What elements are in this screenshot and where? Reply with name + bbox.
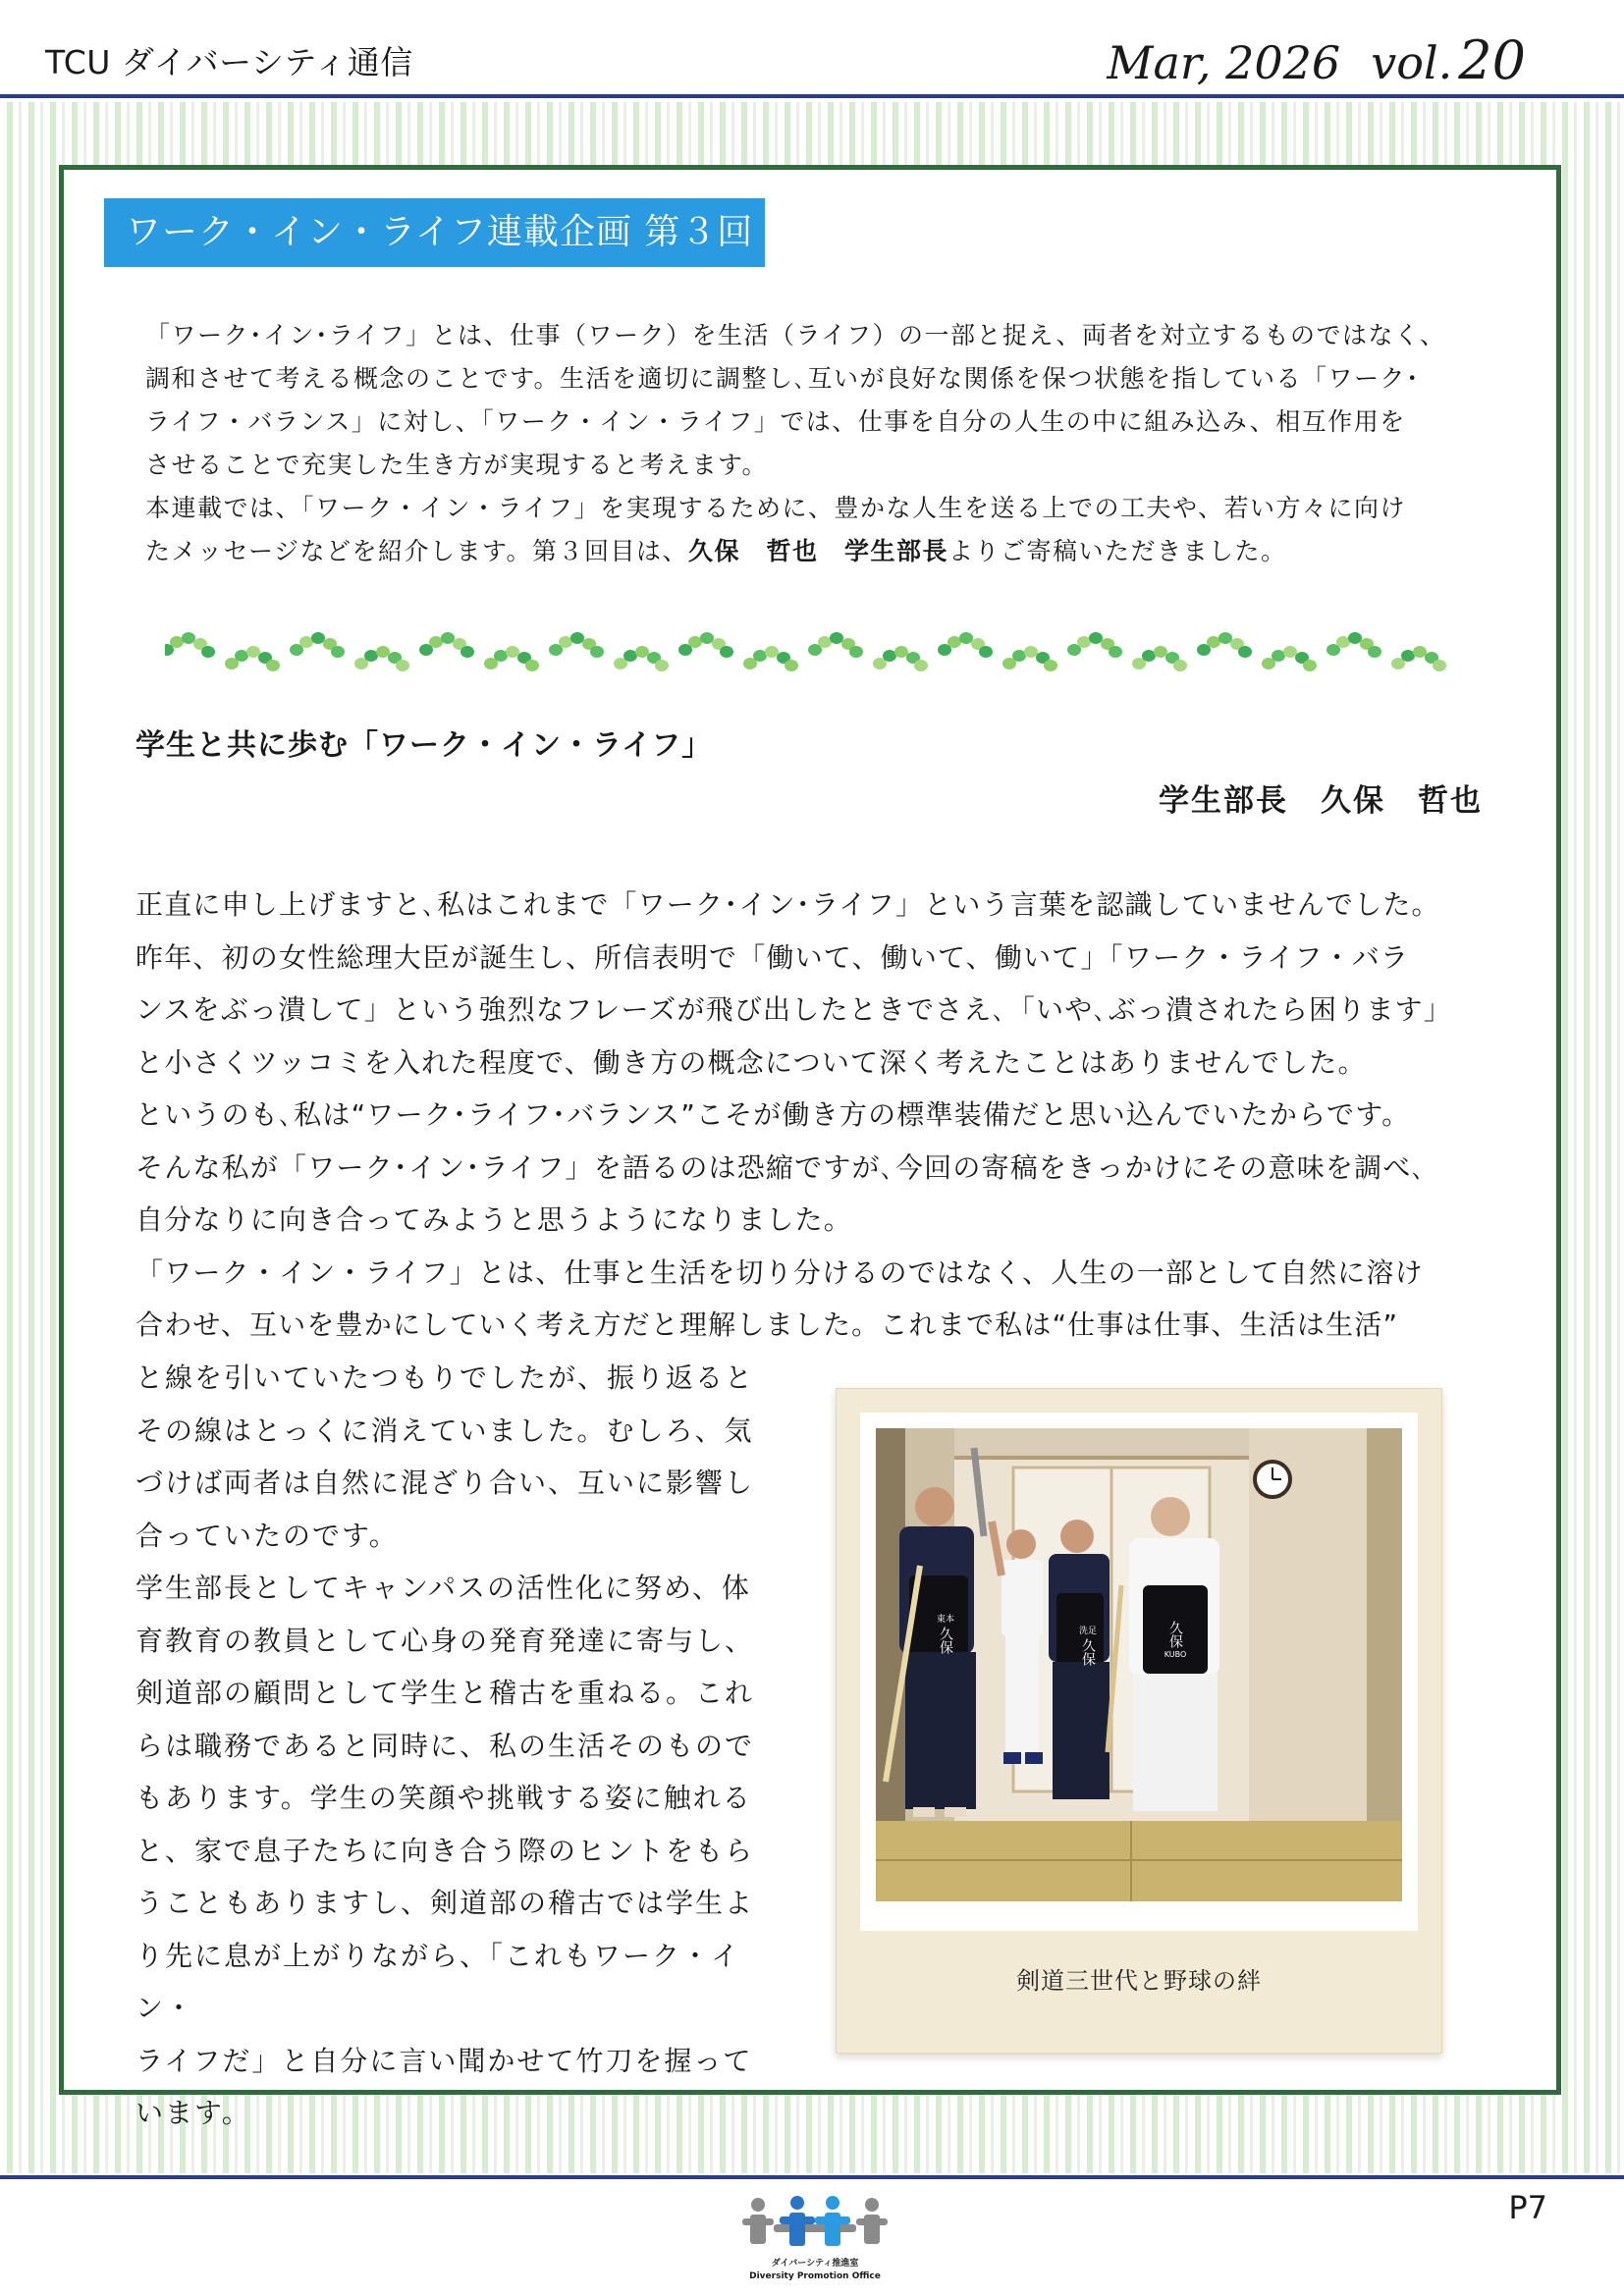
- bib-mid-name: 久保: [1080, 1638, 1096, 1666]
- leaf-cluster-icon: [1197, 632, 1252, 658]
- page-number: P7: [1508, 2189, 1547, 2226]
- bib-mid: [1068, 1625, 1108, 1666]
- leaf-cluster-icon: [549, 632, 604, 658]
- leaf-cluster-icon: [938, 632, 993, 658]
- leaf-cluster-icon: [1391, 646, 1446, 671]
- bib-left: [926, 1613, 965, 1654]
- article-byline: 学生部長 久保 哲也: [1159, 783, 1483, 819]
- intro-line: [145, 530, 1490, 573]
- body-line: 合っていたのです。: [135, 1519, 399, 1552]
- body-line: づけば両者は自然に混ざり合い、互いに影響し: [135, 1467, 755, 1499]
- series-banner: ワーク・イン・ライフ連載企画 第３回: [104, 198, 765, 267]
- intro-line: させることで充実した生き方が実現すると考えます。: [145, 451, 769, 479]
- body-line: そんな私が「ワーク･イン･ライフ」を語るのは恐縮ですが､今回の寄稿をきっかけにその意味を調べ､: [135, 1150, 1427, 1184]
- bib-mid-top: 洗足: [1078, 1627, 1097, 1636]
- body-line: と、家で息子たちに向き合う際のヒントをもら: [135, 1834, 755, 1867]
- body-line: 合わせ、互いを豊かにしていく考え方だと理解しました。これまで私は“仕事は仕事、生活は生活”: [135, 1308, 1399, 1341]
- body-line: らは職務であると同時に、私の生活そのもので: [135, 1729, 755, 1762]
- body-line: 正直に申し上げますと､私はこれまで「ワーク･イン･ライフ」という言葉を認識していませんでした。: [135, 888, 1440, 921]
- photo-illustration: [876, 1428, 1402, 1901]
- body-line: 昨年、初の女性総理大臣が誕生し、所信表明で「働いて、働いて、働いて」「ワーク・ライフ・バラ: [135, 940, 1410, 974]
- photo-caption: 剣道三世代と野球の絆: [1016, 1967, 1262, 1995]
- volume-number: 20: [1458, 29, 1526, 91]
- article-body-column: [135, 1352, 774, 2140]
- leaf-cluster-icon: [165, 632, 215, 658]
- contributor-name: 久保 哲也 学生部長: [688, 537, 949, 565]
- intro-line: 「ワーク･イン･ライフ」とは、仕事（ワーク）を生活（ライフ）の一部と捉え、両者を対立するものではなく、: [145, 321, 1446, 349]
- photo-card: [836, 1388, 1442, 2054]
- bib-right-name: 久保: [1167, 1621, 1183, 1648]
- body-line: 「ワーク・イン・ライフ」とは、仕事と生活を切り分けるのではなく、人生の一部として自然に溶け: [135, 1255, 1424, 1289]
- leaf-cluster-icon: [678, 632, 733, 658]
- intro-line: 調和させて考える概念のことです。生活を適切に調整し､互いが良好な関係を保つ状態を指している「ワーク･: [145, 364, 1421, 393]
- body-line: うこともありますし、剣道部の稽古では学生よ: [135, 1887, 755, 1919]
- body-line: と線を引いていたつもりでしたが、振り返ると: [135, 1362, 755, 1394]
- volume-label: vol.: [1371, 36, 1453, 89]
- article-body: [135, 879, 1490, 1352]
- logo-line-japanese: ダイバーシティ推進室: [771, 2259, 859, 2269]
- intro-paragraph: [145, 314, 1490, 573]
- leaf-cluster-icon: [743, 646, 798, 671]
- bib-right-sub: KUBO: [1164, 1650, 1187, 1659]
- body-line: ライフだ」と自分に言い聞かせて竹刀を握って: [135, 2044, 753, 2077]
- body-line: 自分なりに向き合ってみようと思うようになりました。: [135, 1203, 853, 1236]
- body-line: もあります。学生の笑顔や挑戦する姿に触れる: [135, 1782, 752, 1814]
- body-line: と小さくツッコミを入れた程度で、働き方の概念について深く考えたことはありませんでした。: [135, 1045, 1367, 1079]
- bib-right: [1156, 1621, 1195, 1662]
- body-line: り先に息が上がりながら、「これもワーク・イン・: [135, 1939, 741, 2024]
- photo-mat: [860, 1413, 1418, 1931]
- leaf-cluster-icon: [873, 646, 928, 671]
- leaf-cluster-icon: [1067, 632, 1122, 658]
- leaf-cluster-icon: [290, 632, 345, 658]
- body-line: 剣道部の顧問として学生と稽古を重ねる。これ: [135, 1677, 755, 1709]
- page-header: [0, 0, 1624, 96]
- leaf-cluster-icon: [1326, 632, 1381, 658]
- header-rule: [0, 94, 1624, 98]
- leaf-cluster-icon: [354, 646, 409, 671]
- intro-text: よりご寄稿いただきました。: [948, 537, 1287, 565]
- leaf-cluster-icon: [808, 632, 863, 658]
- leaf-cluster-icon: [1132, 646, 1187, 671]
- bib-left-top: 東本: [936, 1615, 954, 1625]
- body-line: います。: [135, 2097, 251, 2129]
- issue-info: [1107, 29, 1526, 91]
- intro-line: 本連載では、「ワーク・イン・ライフ」を実現するために、豊かな人生を送る上での工夫や、若い方々に向け: [145, 494, 1407, 522]
- article-title: 学生と共に歩む「ワーク・イン・ライフ」: [135, 728, 713, 763]
- bib-left-name: 久保: [938, 1627, 953, 1654]
- leaf-cluster-icon: [614, 646, 669, 671]
- leaf-cluster-icon: [419, 632, 474, 658]
- body-line: 学生部長としてキャンパスの活性化に努め、体: [135, 1572, 751, 1604]
- logo-line-english: Diversity Promotion Office: [749, 2271, 881, 2281]
- issue-date: Mar, 2026: [1107, 36, 1341, 89]
- leaf-cluster-icon: [484, 646, 539, 671]
- body-line: その線はとっくに消えていました。むしろ、気: [135, 1414, 754, 1447]
- family-kendo-photo: [876, 1428, 1402, 1901]
- body-line: 育教育の教員として心身の発育発達に寄与し、: [135, 1624, 755, 1657]
- leaf-cluster-icon: [1002, 646, 1057, 671]
- intro-line: ライフ・バランス」に対し、「ワーク・イン・ライフ」では、仕事を自分の人生の中に組み込み、相互作用を: [145, 407, 1406, 436]
- logo-caption: [727, 2258, 903, 2283]
- body-line: ンスをぶっ潰して」という強烈なフレーズが飛び出したときでさえ､「いや､ぶっ潰されたら困ります」: [135, 993, 1453, 1026]
- intro-text: たメッセージなどを紹介します。第３回目は、: [145, 537, 689, 565]
- leaf-cluster-icon: [225, 646, 280, 671]
- leaf-cluster-icon: [1262, 646, 1317, 671]
- newsletter-title: TCU ダイバーシティ通信: [45, 43, 413, 81]
- decorative-leaf-border: [165, 616, 1459, 685]
- body-line: というのも､私は“ワーク･ライフ･バランス”こそが働き方の標準装備だと思い込んでいたからです。: [135, 1098, 1411, 1131]
